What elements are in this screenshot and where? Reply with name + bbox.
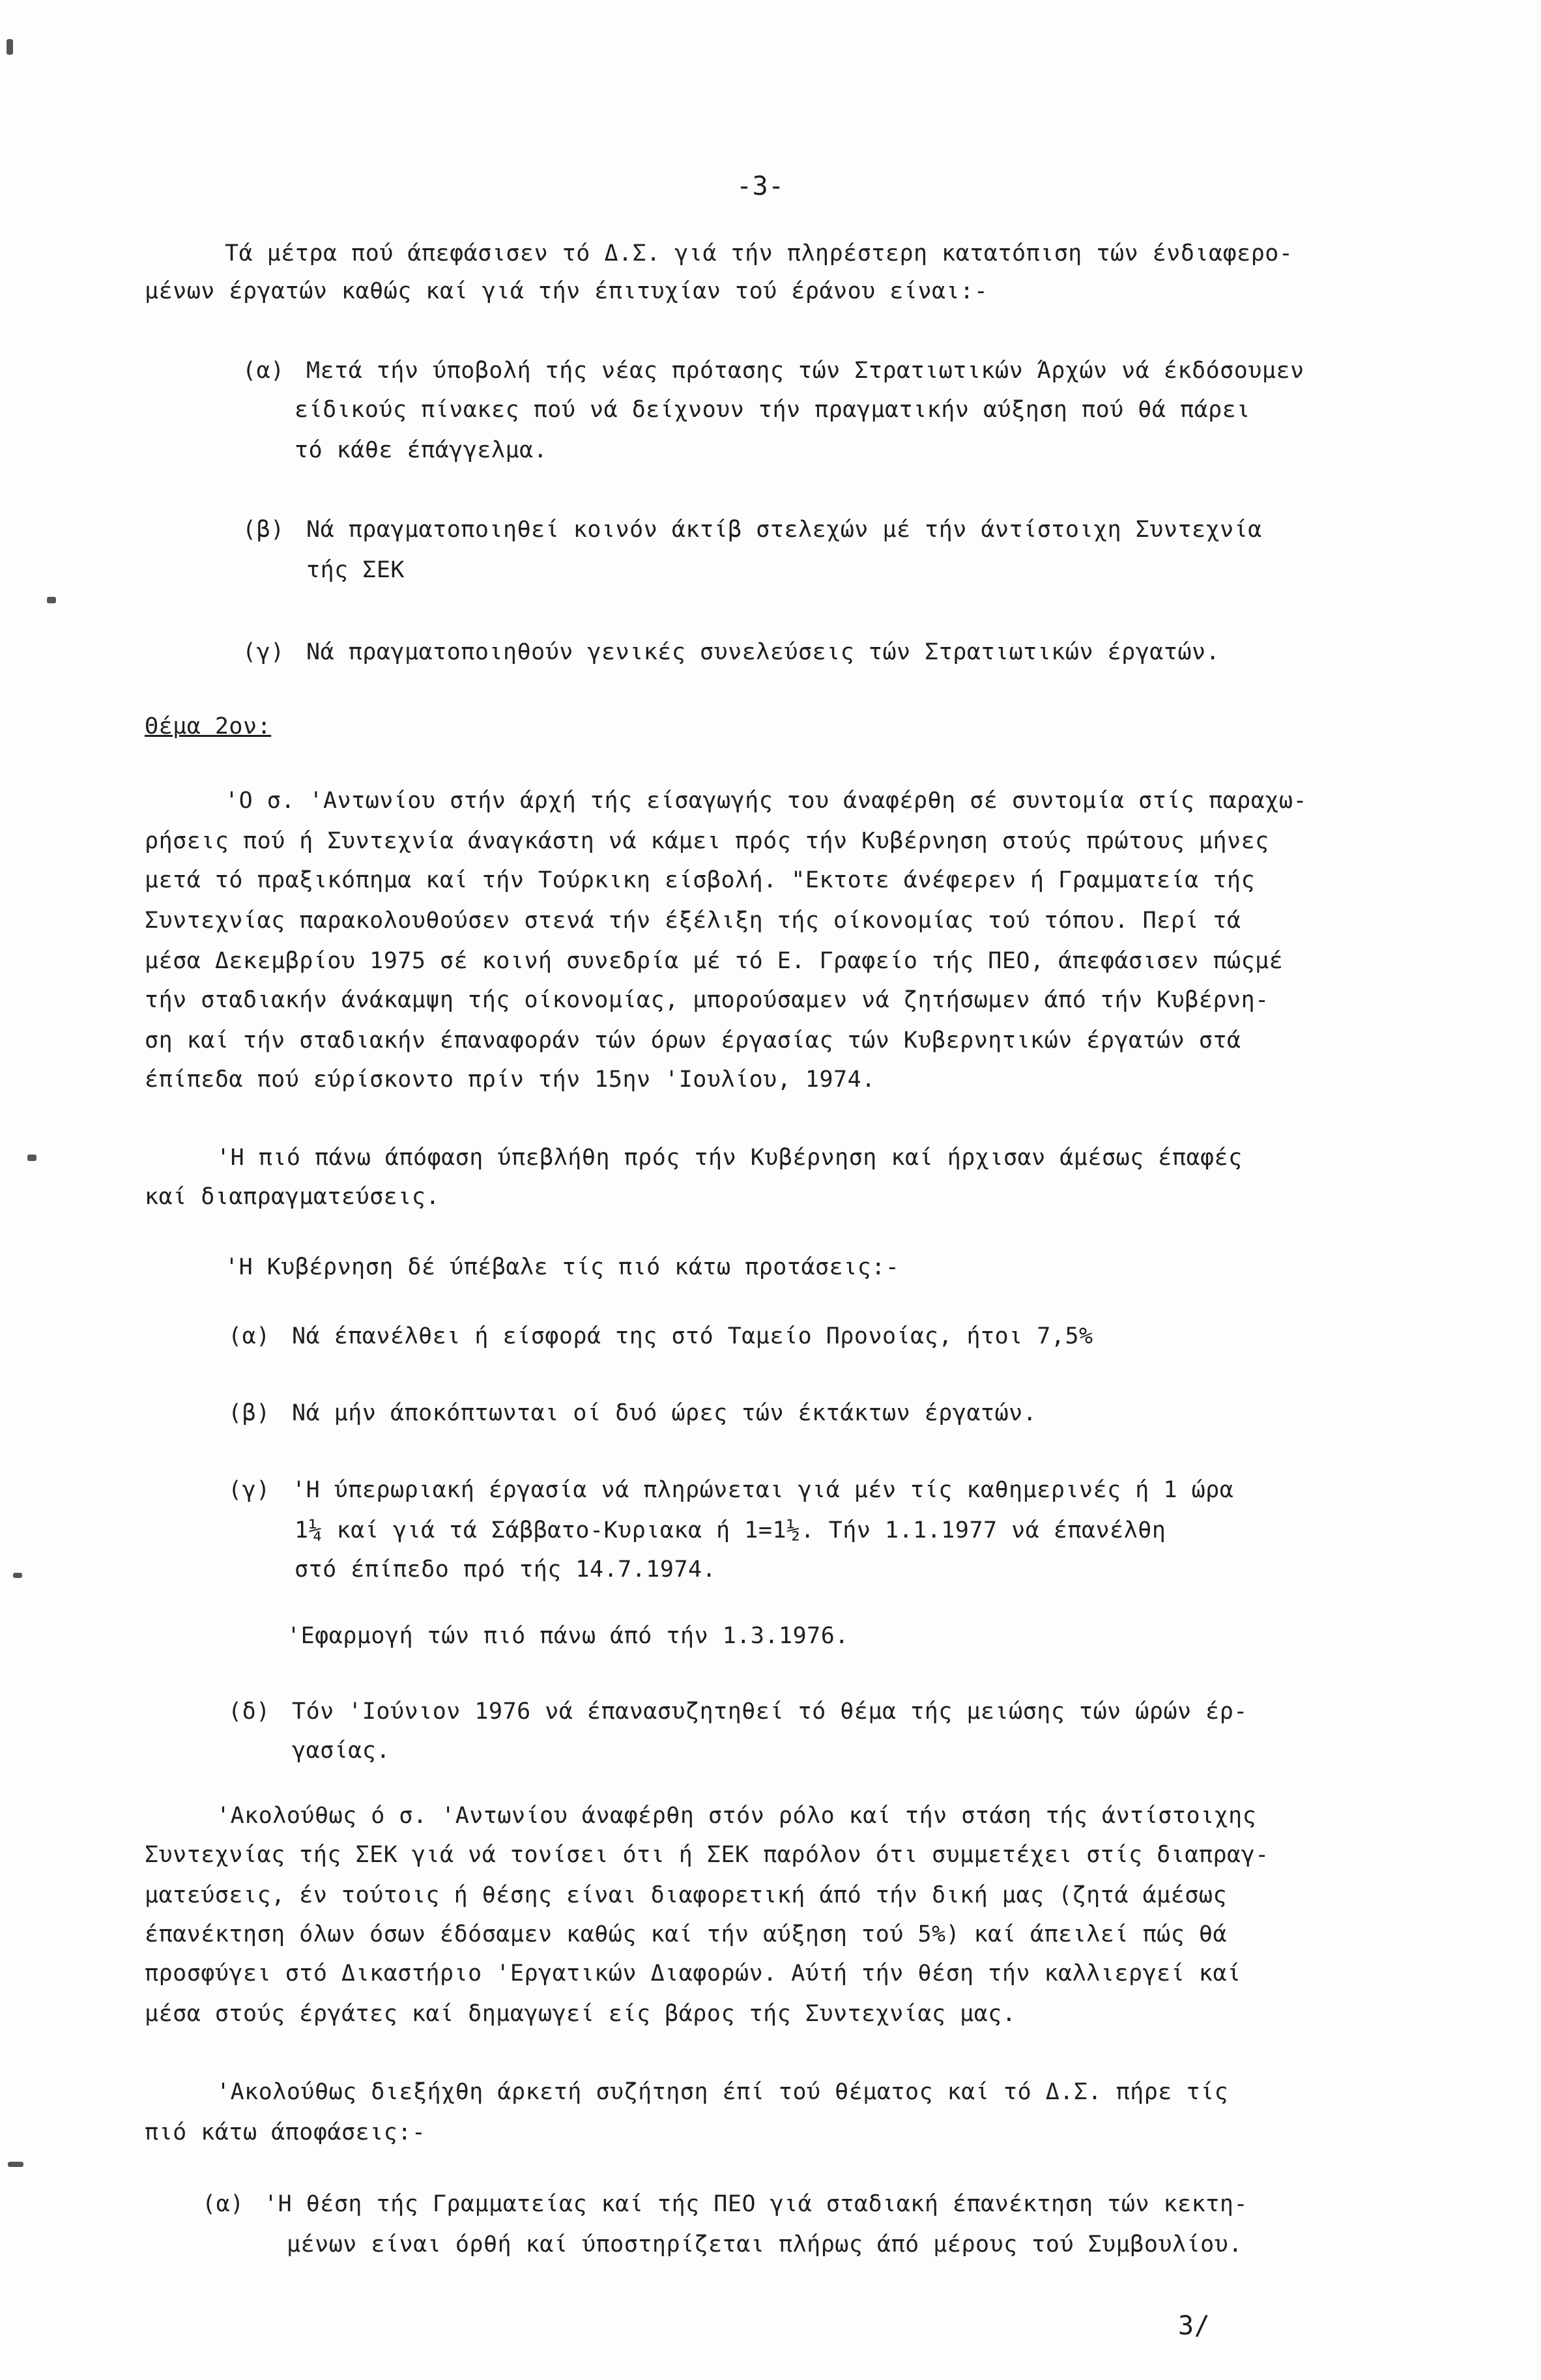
paragraph-line: 'Η πιό πάνω άπόφαση ύπεβλήθη πρός τήν Κυβέρνηση καί ήρχισαν άμέσως έπαφές xyxy=(216,1145,1243,1171)
proposal-line: Νά μήν άποκόπτωνται οί δυό ώρες τών έκτάκτων έργατών. xyxy=(292,1400,1037,1426)
measure-line: είδικούς πίνακες πού νά δείχνουν τήν πραγματικήν αύξηση πού θά πάρει xyxy=(295,397,1250,423)
proposal-line: 'Η ύπερωριακή έργασία νά πληρώνεται γιά μέν τίς καθημερινές ή 1 ώρα xyxy=(292,1477,1234,1503)
continuation-mark: 3/ xyxy=(1178,2311,1211,2341)
scan-speck xyxy=(27,1154,36,1161)
measure-line: Νά πραγματοποιηθεί κοινόν άκτίβ στελεχών μέ τήν άντίστοιχη Συντεχνία xyxy=(306,517,1262,543)
decision-line: 'Η θέση τής Γραμματείας καί τής ΠΕΟ γιά σταδιακή έπανέκτηση τών κεκτη- xyxy=(264,2191,1248,2217)
decision-label: (α) xyxy=(202,2191,244,2217)
proposal-label: (δ) xyxy=(228,1699,270,1725)
paragraph-line: έπανέκτηση όλων όσων έδόσαμεν καθώς καί τήν αύξηση τού 5%) καί άπειλεί πώς θά xyxy=(145,1921,1228,1947)
scan-speck xyxy=(8,2162,23,2167)
measure-label: (α) xyxy=(242,358,285,384)
proposal-line: στό έπίπεδο πρό τής 14.7.1974. xyxy=(295,1556,717,1583)
paragraph-line: ση καί τήν σταδιακήν έπαναφοράν τών όρων έργασίας τών Κυβερνητικών έργατών στά xyxy=(145,1027,1241,1054)
measure-line: Νά πραγματοποιηθούν γενικές συνελεύσεις τών Στρατιωτικών έργατών. xyxy=(306,639,1220,665)
paragraph-line: έπίπεδα πού εύρίσκοντο πρίν τήν 15ην 'Ιουλίου, 1974. xyxy=(145,1067,876,1093)
intro-line: Τά μέτρα πού άπεφάσισεν τό Δ.Σ. γιά τήν πληρέστερη κατατόπιση τών ένδιαφερο- xyxy=(225,240,1293,266)
proposal-line: Νά έπανέλθει ή είσφορά της στό Ταμείο Προνοίας, ήτοι 7,5% xyxy=(292,1323,1093,1349)
measure-label: (γ) xyxy=(242,639,285,665)
proposal-line: 1¼ καί γιά τά Σάββατο-Κυριακα ή 1=1½. Τήν 1.1.1977 νά έπανέλθη xyxy=(295,1517,1166,1543)
paragraph-line: πιό κάτω άποφάσεις:- xyxy=(145,2119,426,2145)
scan-speck xyxy=(7,39,13,55)
paragraph-line: 'Η Κυβέρνηση δέ ύπέβαλε τίς πιό κάτω προτάσεις:- xyxy=(225,1254,900,1280)
paragraph-line: Συντεχνίας τής ΣΕΚ γιά νά τονίσει ότι ή ΣΕΚ παρόλον ότι συμμετέχει στίς διαπραγ- xyxy=(145,1842,1269,1868)
proposal-label: (γ) xyxy=(228,1477,270,1503)
measure-line: τό κάθε έπάγγελμα. xyxy=(295,437,548,463)
paragraph-line: προσφύγει στό Δικαστήριο 'Εργατικών Διαφορών. Αύτή τήν θέση τήν καλλιεργεί καί xyxy=(145,1960,1241,1986)
paragraph-line: μετά τό πραξικόπημα καί τήν Τούρκικη είσβολή. "Εκτοτε άνέφερεν ή Γραμματεία τής xyxy=(145,867,1256,893)
paragraph-line: καί διαπραγματεύσεις. xyxy=(145,1184,440,1210)
measure-label: (β) xyxy=(242,517,285,543)
measure-line: τής ΣΕΚ xyxy=(306,557,405,583)
paragraph-line: μέσα στούς έργάτες καί δημαγωγεί είς βάρος τής Συντεχνίας μας. xyxy=(145,2001,1016,2027)
proposal-line: Τόν 'Ιούνιον 1976 νά έπανασυζητηθεί τό θέμα τής μειώσης τών ώρών έρ- xyxy=(292,1699,1248,1725)
paragraph-line: 'Ακολούθως ό σ. 'Αντωνίου άναφέρθη στόν ρόλο καί τήν στάση τής άντίστοιχης xyxy=(216,1803,1257,1829)
paragraph-line: μέσα Δεκεμβρίου 1975 σέ κοινή συνεδρία μέ τό Ε. Γραφείο τής ΠΕΟ, άπεφάσισεν πώςμέ xyxy=(145,948,1284,974)
proposal-label: (α) xyxy=(228,1323,270,1349)
paragraph-line: Συντεχνίας παρακολουθούσεν στενά τήν έξέλιξη τής οίκονομίας τού τόπου. Περί τά xyxy=(145,908,1241,934)
paragraph-line: ματεύσεις, έν τούτοις ή θέσης είναι διαφορετική άπό τήν δική μας (ζητά άμέσως xyxy=(145,1882,1228,1908)
decision-line: μένων είναι όρθή καί ύποστηρίζεται πλήρως άπό μέρους τού Συμβουλίου. xyxy=(287,2231,1243,2258)
section-heading: Θέμα 2ον: xyxy=(145,713,272,739)
measure-line: Μετά τήν ύποβολή τής νέας πρότασης τών Στρατιωτικών Άρχών νά έκδόσουμεν xyxy=(306,358,1304,384)
paragraph-line: τήν σταδιακήν άνάκαμψη τής οίκονομίας, μπορούσαμεν νά ζητήσωμεν άπό τήν Κυβέρνη- xyxy=(145,987,1269,1013)
paragraph-line: ρήσεις πού ή Συντεχνία άναγκάστη νά κάμει πρός τήν Κυβέρνηση στούς πρώτους μήνες xyxy=(145,828,1269,854)
paragraph-line: 'Ακολούθως διεξήχθη άρκετή συζήτηση έπί τού θέματος καί τό Δ.Σ. πήρε τίς xyxy=(216,2079,1229,2105)
proposal-note: 'Εφαρμογή τών πιό πάνω άπό τήν 1.3.1976. xyxy=(287,1623,849,1649)
intro-line: μένων έργατών καθώς καί γιά τήν έπιτυχίαν τού έράνου είναι:- xyxy=(145,278,988,304)
page-number: -3- xyxy=(736,171,785,201)
scan-speck xyxy=(13,1573,22,1578)
scan-speck xyxy=(47,597,56,603)
proposal-line: γασίας. xyxy=(292,1738,391,1764)
paragraph-line: 'Ο σ. 'Αντωνίου στήν άρχή τής είσαγωγής του άναφέρθη σέ συντομία στίς παραχω- xyxy=(225,788,1308,814)
proposal-label: (β) xyxy=(228,1400,270,1426)
